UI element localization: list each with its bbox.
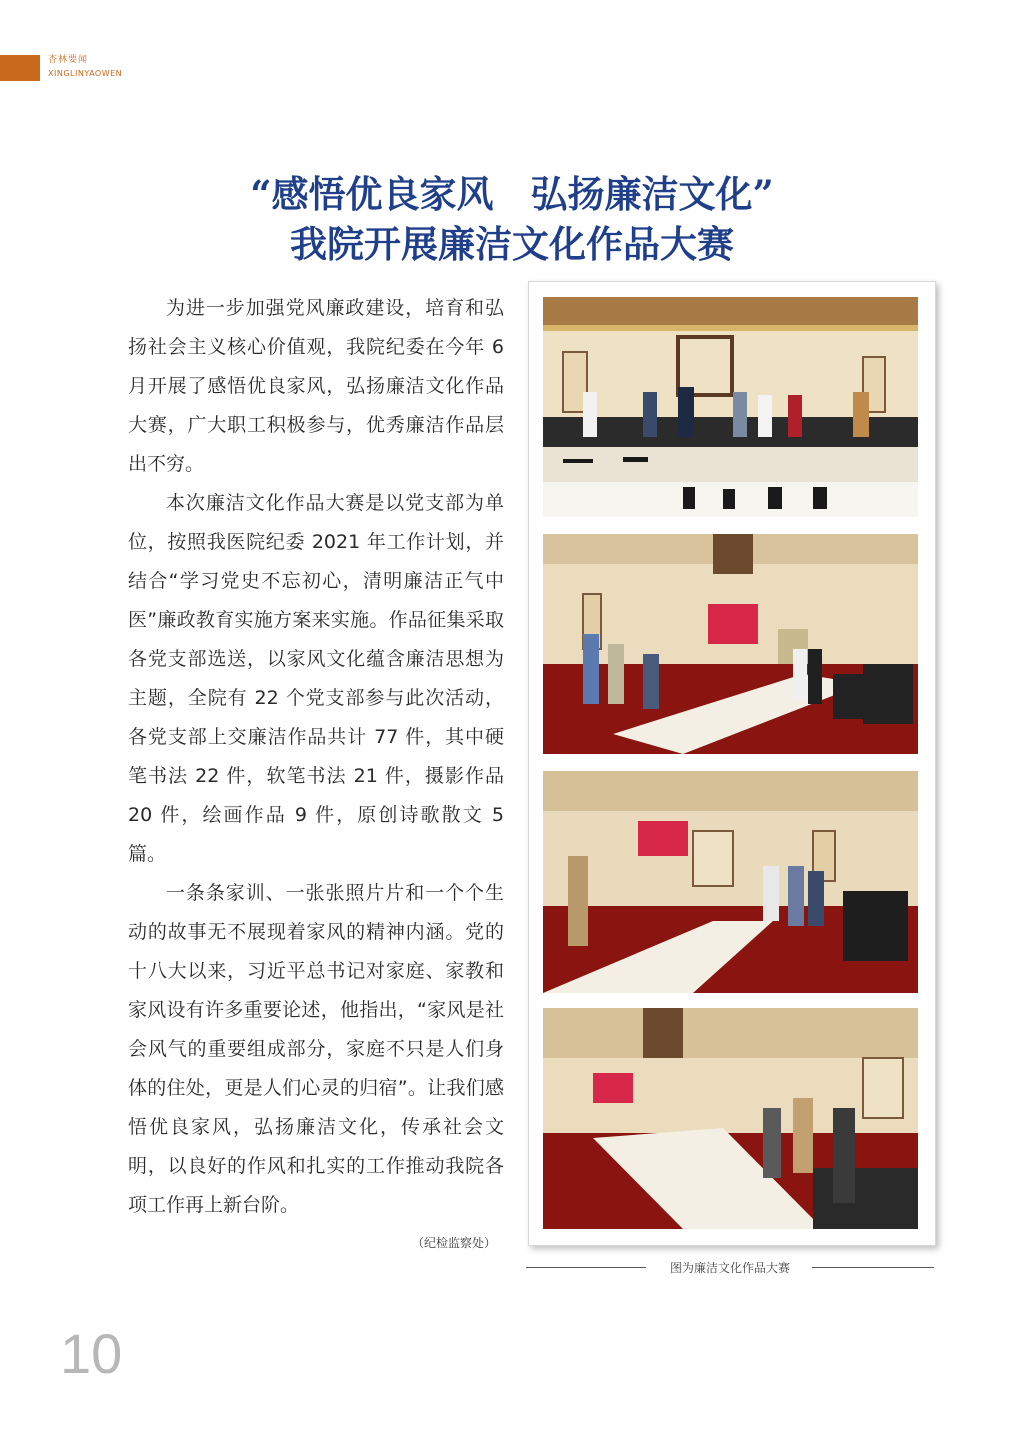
section-subtitle: XINGLINYAOWEN [48, 69, 123, 78]
article-paragraph: 为进一步加强党风廉政建设，培育和弘扬社会主义核心价值观，我院纪委在今年 6 月开展了感悟优良家风，弘扬廉洁文化作品大赛，广大职工积极参与，优秀廉洁作品层出不穷。 [128, 297, 504, 475]
event-photo-3 [543, 771, 918, 993]
article-paragraph: 本次廉洁文化作品大赛是以党支部为单位，按照我医院纪委 2021 年工作计划，并结合“学习党史不忘初心，清明廉洁正气中医”廉政教育实施方案来实施。作品征集采取各党支部选送，以家风文化蕴含廉洁思想为主题，全院有 22 个党支部参与此次活动，各党支部上交廉洁作品共计 77 件，其中硬笔书法 22 件，软笔书法 21 件，摄影作品 20 件，绘画作品 9 件，原创诗歌散文 5 篇。 [128, 492, 504, 865]
caption-rule-right [812, 1267, 934, 1268]
article-body [128, 289, 504, 1225]
event-photo-2 [543, 534, 918, 754]
event-photo-1 [543, 297, 918, 517]
article-signature: （纪检监察处） [412, 1236, 497, 1250]
event-photo-4 [543, 1008, 918, 1229]
article-title-line1: “感悟优良家风 弘扬廉洁文化” [250, 172, 774, 216]
photo-caption: 图为廉洁文化作品大赛 [669, 1261, 790, 1275]
caption-rule-left [526, 1267, 646, 1268]
article-paragraph: 一条条家训、一张张照片片和一个个生动的故事无不展现着家风的精神内涵。党的十八大以来，习近平总书记对家庭、家教和家风设有许多重要论述，他指出，“家风是社会风气的重要组成部分，家庭不只是人们身体的住处，更是人们心灵的归宿”。让我们感悟优良家风，弘扬廉洁文化，传承社会文明，以良好的作风和扎实的工作推动我院各项工作再上新台阶。 [128, 882, 504, 1216]
article-title-line2: 我院开展廉洁文化作品大赛 [290, 222, 734, 266]
section-title: 杏林要闻 [48, 55, 89, 65]
page-number: 10 [60, 1322, 123, 1385]
section-color-tab [0, 55, 40, 81]
